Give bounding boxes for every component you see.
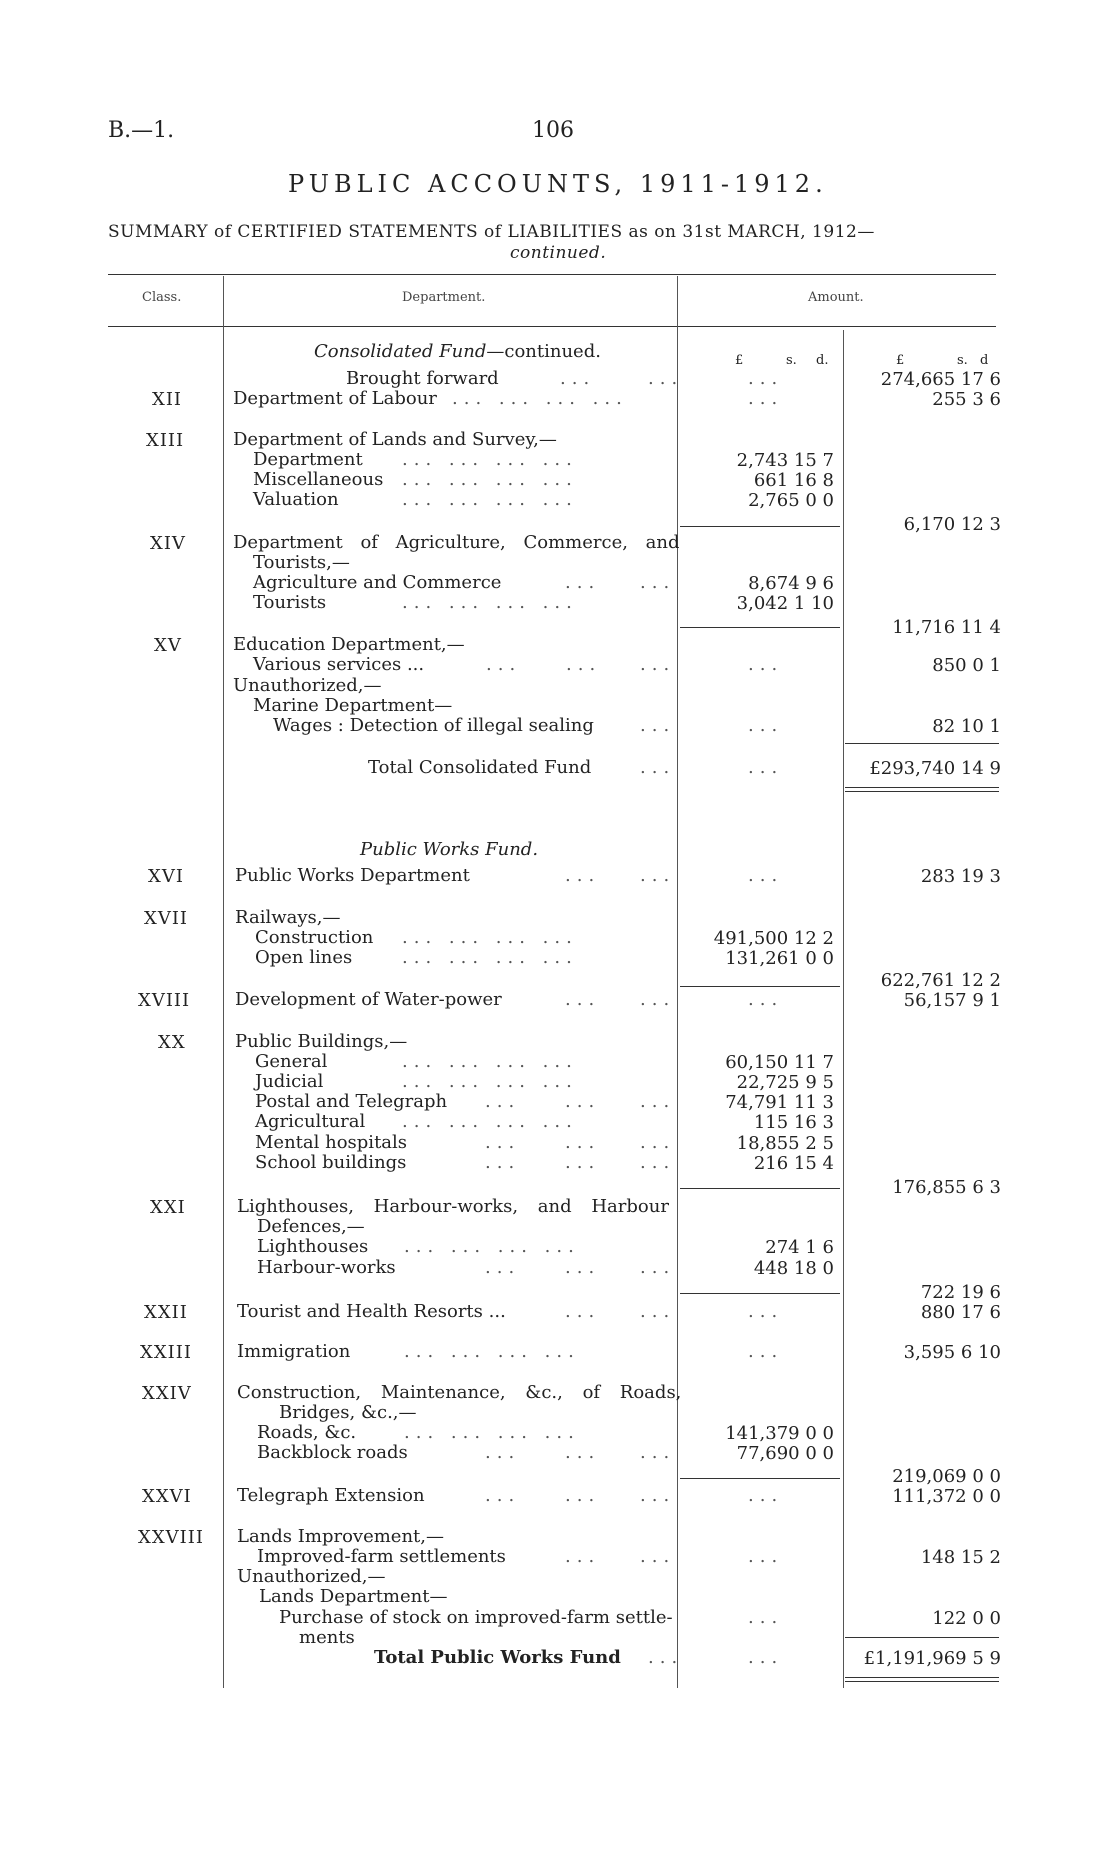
sub-item-amount: 2,765 0 0	[748, 490, 834, 511]
department-total: 148 15 2	[920, 1547, 1001, 1568]
amount-placeholder: ...	[748, 368, 784, 389]
sub-item-label: Miscellaneous	[253, 469, 384, 490]
leader-dots: ...	[640, 654, 676, 675]
leader-dots: ...	[565, 1257, 601, 1278]
summary-continued: continued.	[510, 243, 607, 263]
leader-dots: ...	[640, 1546, 676, 1567]
amount-placeholder: ...	[748, 865, 784, 886]
unit-shillings-2: s.	[957, 353, 968, 368]
department-name: Construction, Maintenance, &c., of Roads,	[237, 1382, 682, 1403]
leader-dots: ...	[640, 1132, 676, 1153]
sub-item-label: Postal and Telegraph	[255, 1091, 448, 1112]
leader-dots: ...	[640, 1442, 676, 1463]
leader-dots: ...	[640, 1485, 676, 1506]
leader-dots: ...	[640, 865, 676, 886]
department-name-continued: Tourists,—	[253, 552, 350, 573]
amount-placeholder: ...	[748, 1607, 784, 1628]
class-number: XXVIII	[138, 1527, 204, 1548]
leader-dots: ...	[485, 1091, 521, 1112]
subtotal-rule	[680, 986, 840, 987]
sub-item-amount: 22,725 9 5	[736, 1072, 834, 1093]
leader-dots: ...	[565, 1132, 601, 1153]
public-works-fund-heading: Public Works Fund.	[360, 839, 539, 860]
unit-pence-1: d.	[816, 353, 829, 368]
sub-item-amount: 3,042 1 10	[736, 593, 834, 614]
subtotal-rule	[680, 627, 840, 628]
leader-dots: ...	[485, 1485, 521, 1506]
total-public-works-amount: £1,191,969 5 9	[863, 1648, 1001, 1669]
total-rule-double-2	[845, 791, 999, 792]
brought-forward-total: 274,665 17 6	[880, 369, 1001, 390]
leader-dots: ...	[648, 1647, 684, 1668]
leader-dots: ... ... ... ...	[402, 449, 578, 470]
sub-item-label: Purchase of stock on improved-farm settle-	[279, 1607, 673, 1628]
leader-dots: ...	[640, 572, 676, 593]
subtotal-rule	[680, 526, 840, 527]
leader-dots: ...	[640, 1152, 676, 1173]
department-name: Lighthouses, Harbour-works, and Harbour	[237, 1196, 669, 1217]
unauthorized-label: Unauthorized,—	[233, 675, 382, 696]
department-name: Immigration	[237, 1341, 351, 1362]
class-number: XVI	[148, 866, 184, 887]
subtotal-rule	[680, 1188, 840, 1189]
class-number: XXIII	[140, 1342, 192, 1363]
department-total: 850 0 1	[932, 655, 1001, 676]
department-total: 111,372 0 0	[892, 1486, 1001, 1507]
sub-item-label: Agriculture and Commerce	[253, 572, 502, 593]
table-top-rule	[108, 274, 996, 275]
sub-item-amount: 661 16 8	[753, 470, 834, 491]
sub-item-amount: 141,379 0 0	[725, 1423, 834, 1444]
sub-item-amount: 74,791 11 3	[725, 1092, 834, 1113]
class-column-divider	[223, 276, 224, 1688]
department-total: 122 0 0	[932, 1608, 1001, 1629]
leader-dots: ...	[560, 368, 596, 389]
leader-dots: ...	[565, 572, 601, 593]
leader-dots: ... ... ... ...	[402, 1111, 578, 1132]
total-rule-double-1	[845, 787, 999, 788]
department-name: Tourist and Health Resorts ...	[237, 1301, 506, 1322]
sub-item-amount: 274 1 6	[765, 1237, 834, 1258]
sub-item-label: Roads, &c.	[257, 1422, 357, 1443]
sub-item-amount: 115 16 3	[753, 1112, 834, 1133]
column-header-amount: Amount.	[808, 290, 864, 305]
class-number: XXII	[144, 1302, 188, 1323]
leader-dots: ... ... ... ...	[402, 947, 578, 968]
leader-dots: ...	[565, 1091, 601, 1112]
sub-item-label: School buildings	[255, 1152, 407, 1173]
leader-dots: ... ... ... ...	[404, 1341, 580, 1362]
department-name: Public Buildings,—	[235, 1031, 408, 1052]
leader-dots: ... ... ... ...	[402, 927, 578, 948]
leader-dots: ...	[486, 654, 522, 675]
table-header-rule	[108, 326, 996, 327]
total-consolidated-amount: £293,740 14 9	[869, 758, 1001, 779]
leader-dots: ...	[648, 368, 684, 389]
department-total: 880 17 6	[920, 1302, 1001, 1323]
leader-dots: ...	[640, 1301, 676, 1322]
sub-item-label: Mental hospitals	[255, 1132, 408, 1153]
class-number: XX	[158, 1032, 186, 1053]
class-number: XXI	[150, 1197, 186, 1218]
sub-item-label: Improved-farm settlements	[257, 1546, 506, 1567]
leader-dots: ...	[565, 1301, 601, 1322]
sub-item-label: Valuation	[253, 489, 339, 510]
total-rule-top	[845, 743, 999, 744]
leader-dots: ... ... ... ...	[402, 592, 578, 613]
department-total: 56,157 9 1	[903, 990, 1001, 1011]
sub-item-label: General	[255, 1051, 328, 1072]
amount-placeholder: ...	[748, 989, 784, 1010]
department-total: 82 10 1	[932, 716, 1001, 737]
total-rule-double-2	[845, 1681, 999, 1682]
total-rule-top	[845, 1637, 999, 1638]
sub-item-amount: 18,855 2 5	[736, 1133, 834, 1154]
sub-item-amount: 131,261 0 0	[725, 948, 834, 969]
sub-department-label: Lands Department—	[259, 1586, 448, 1607]
department-total: 11,716 11 4	[892, 617, 1001, 638]
department-total: 219,069 0 0	[892, 1466, 1001, 1487]
sub-item-amount: 77,690 0 0	[736, 1443, 834, 1464]
department-total: 622,761 12 2	[880, 970, 1001, 991]
leader-dots: ... ... ... ...	[404, 1422, 580, 1443]
sub-item-label: Open lines	[255, 947, 353, 968]
department-name: Lands Improvement,—	[237, 1526, 444, 1547]
department-name: Railways,—	[235, 907, 341, 928]
sub-item-label-continued: ments	[299, 1627, 355, 1648]
department-name: Department of Labour	[233, 388, 437, 409]
sub-item-label: Department	[253, 449, 363, 470]
department-total: 722 19 6	[920, 1282, 1001, 1303]
class-number: XXVI	[142, 1486, 192, 1507]
subtotal-rule	[680, 1293, 840, 1294]
sub-item-label: Tourists	[253, 592, 327, 613]
unit-pounds-1: £	[735, 353, 744, 368]
amount-placeholder: ...	[748, 1341, 784, 1362]
leader-dots: ...	[485, 1442, 521, 1463]
department-name-continued: Defences,—	[257, 1216, 365, 1237]
leader-dots: ...	[485, 1152, 521, 1173]
class-number: XIII	[146, 430, 185, 451]
unit-pence-2: d	[980, 353, 989, 368]
leader-dots: ... ... ... ...	[402, 1051, 578, 1072]
sub-item-label: Construction	[255, 927, 374, 948]
unit-shillings-1: s.	[786, 353, 797, 368]
department-total: 283 19 3	[920, 866, 1001, 887]
department-name: Education Department,—	[233, 634, 465, 655]
leader-dots: ...	[565, 1485, 601, 1506]
sub-item-label: Wages : Detection of illegal sealing	[273, 715, 594, 736]
leader-dots: ... ... ... ...	[402, 469, 578, 490]
amount-placeholder: ...	[748, 715, 784, 736]
class-number: XV	[154, 635, 182, 656]
page-number: 106	[532, 118, 574, 143]
leader-dots: ...	[565, 989, 601, 1010]
sub-item-amount: 8,674 9 6	[748, 573, 834, 594]
column-header-department: Department.	[402, 290, 486, 305]
sub-department-label: Marine Department—	[253, 695, 453, 716]
leader-dots: ...	[640, 989, 676, 1010]
leader-dots: ...	[485, 1257, 521, 1278]
sub-item-label: Backblock roads	[257, 1442, 408, 1463]
leader-dots: ... ... ... ...	[452, 388, 628, 409]
class-number: XIV	[150, 533, 186, 554]
total-rule-double-1	[845, 1677, 999, 1678]
class-number: XXIV	[142, 1383, 192, 1404]
class-number: XVII	[144, 908, 189, 929]
sub-item-label: Agricultural	[255, 1111, 366, 1132]
class-number: XVIII	[138, 990, 191, 1011]
sub-item-label: Harbour-works	[257, 1257, 396, 1278]
leader-dots: ...	[640, 757, 676, 778]
brought-forward-label: Brought forward	[346, 368, 499, 389]
department-name: Telegraph Extension	[237, 1485, 425, 1506]
amount-placeholder: ...	[748, 654, 784, 675]
department-name-continued: Bridges, &c.,—	[279, 1402, 417, 1423]
leader-dots: ...	[640, 1091, 676, 1112]
sub-item-label: Lighthouses	[257, 1236, 369, 1257]
leader-dots: ... ... ... ...	[402, 489, 578, 510]
summary-heading: SUMMARY of CERTIFIED STATEMENTS of LIABILITIES as on 31st MARCH, 1912—	[108, 222, 875, 242]
leader-dots: ...	[566, 654, 602, 675]
sub-item-label: Judicial	[255, 1071, 324, 1092]
leader-dots: ...	[565, 1546, 601, 1567]
column-header-class: Class.	[142, 290, 182, 305]
total-consolidated-label: Total Consolidated Fund	[368, 757, 592, 778]
amount-placeholder: ...	[748, 1301, 784, 1322]
subtotal-rule	[680, 1478, 840, 1479]
unauthorized-label: Unauthorized,—	[237, 1566, 386, 1587]
leader-dots: ...	[640, 715, 676, 736]
amount-placeholder: ...	[748, 388, 784, 409]
sub-item-label: Various services ...	[253, 654, 425, 675]
department-name: Department of Lands and Survey,—	[233, 429, 557, 450]
sub-item-amount: 60,150 11 7	[725, 1052, 834, 1073]
department-total: 176,855 6 3	[892, 1177, 1001, 1198]
department-column-divider	[677, 276, 678, 1688]
page-title: PUBLIC ACCOUNTS, 1911-1912.	[288, 170, 828, 198]
sub-item-amount: 448 18 0	[753, 1258, 834, 1279]
sub-item-amount: 491,500 12 2	[713, 928, 834, 949]
sub-item-amount: 216 15 4	[753, 1153, 834, 1174]
amount-placeholder: ...	[748, 757, 784, 778]
total-public-works-label: Total Public Works Fund	[374, 1647, 621, 1668]
class-number: XII	[152, 389, 183, 410]
department-total: 3,595 6 10	[903, 1342, 1001, 1363]
consolidated-fund-heading: Consolidated Fund—continued.	[314, 341, 601, 362]
document-reference: B.—1.	[108, 118, 175, 143]
leader-dots: ... ... ... ...	[402, 1071, 578, 1092]
sub-item-amount: 2,743 15 7	[736, 450, 834, 471]
department-name: Department of Agriculture, Commerce, and	[233, 532, 680, 553]
leader-dots: ...	[565, 865, 601, 886]
amount-placeholder: ...	[748, 1647, 784, 1668]
unit-pounds-2: £	[896, 353, 905, 368]
amount-placeholder: ...	[748, 1546, 784, 1567]
leader-dots: ...	[485, 1132, 521, 1153]
leader-dots: ... ... ... ...	[404, 1236, 580, 1257]
department-total: 6,170 12 3	[903, 514, 1001, 535]
department-name: Public Works Department	[235, 865, 470, 886]
leader-dots: ...	[565, 1152, 601, 1173]
department-name: Development of Water-power	[235, 989, 502, 1010]
department-total: 255 3 6	[932, 389, 1001, 410]
leader-dots: ...	[565, 1442, 601, 1463]
leader-dots: ...	[640, 1257, 676, 1278]
amount-placeholder: ...	[748, 1485, 784, 1506]
